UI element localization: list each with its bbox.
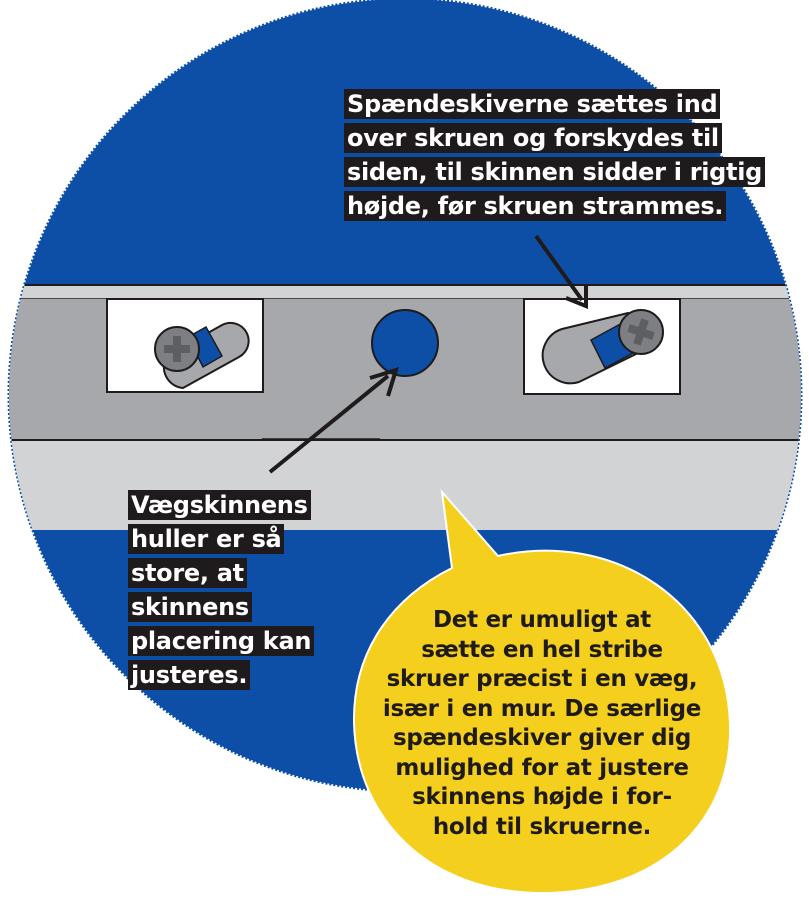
bubble-line: mulighed for at justere	[395, 754, 689, 781]
callout-hole-text	[128, 490, 314, 694]
callout-line: justeres.	[128, 660, 250, 690]
bubble-line: skruer præcist i en væg,	[386, 666, 698, 692]
callout-line: Vægskinnens	[128, 490, 311, 520]
callout-line: skinnens	[128, 592, 252, 622]
callout-line: Spændeskiverne sættes ind	[344, 89, 720, 119]
washer-window-left	[107, 299, 263, 392]
callout-line: store, at	[128, 558, 247, 588]
callout-line: højde, før skruen strammes.	[344, 191, 726, 221]
bubble-line: Det er umuligt at	[432, 607, 651, 633]
callout-line: huller er så	[128, 524, 284, 554]
callout-line: over skruen og forskydes til	[344, 123, 722, 153]
rail-hole-icon	[372, 310, 438, 376]
callout-line: placering kan	[128, 626, 314, 656]
screw-icon	[155, 327, 199, 371]
washer-window-right	[524, 299, 680, 394]
rail-top-edge	[0, 285, 809, 299]
callout-line: siden, til skinnen sidder i rigtig	[344, 157, 765, 187]
bubble-line: hold til skruerne.	[432, 813, 652, 840]
bubble-line: spændeskiver giver dig	[392, 725, 691, 751]
callout-washer-text	[344, 89, 765, 225]
screw-icon	[619, 310, 663, 354]
bubble-line: især i en mur. De særlige	[382, 695, 702, 722]
speech-bubble-text	[378, 606, 706, 842]
rail-bottom-flange	[0, 441, 809, 530]
bubble-line: sætte en hel stribe	[421, 636, 663, 663]
bubble-line: skinnens højde i for-	[412, 784, 672, 810]
